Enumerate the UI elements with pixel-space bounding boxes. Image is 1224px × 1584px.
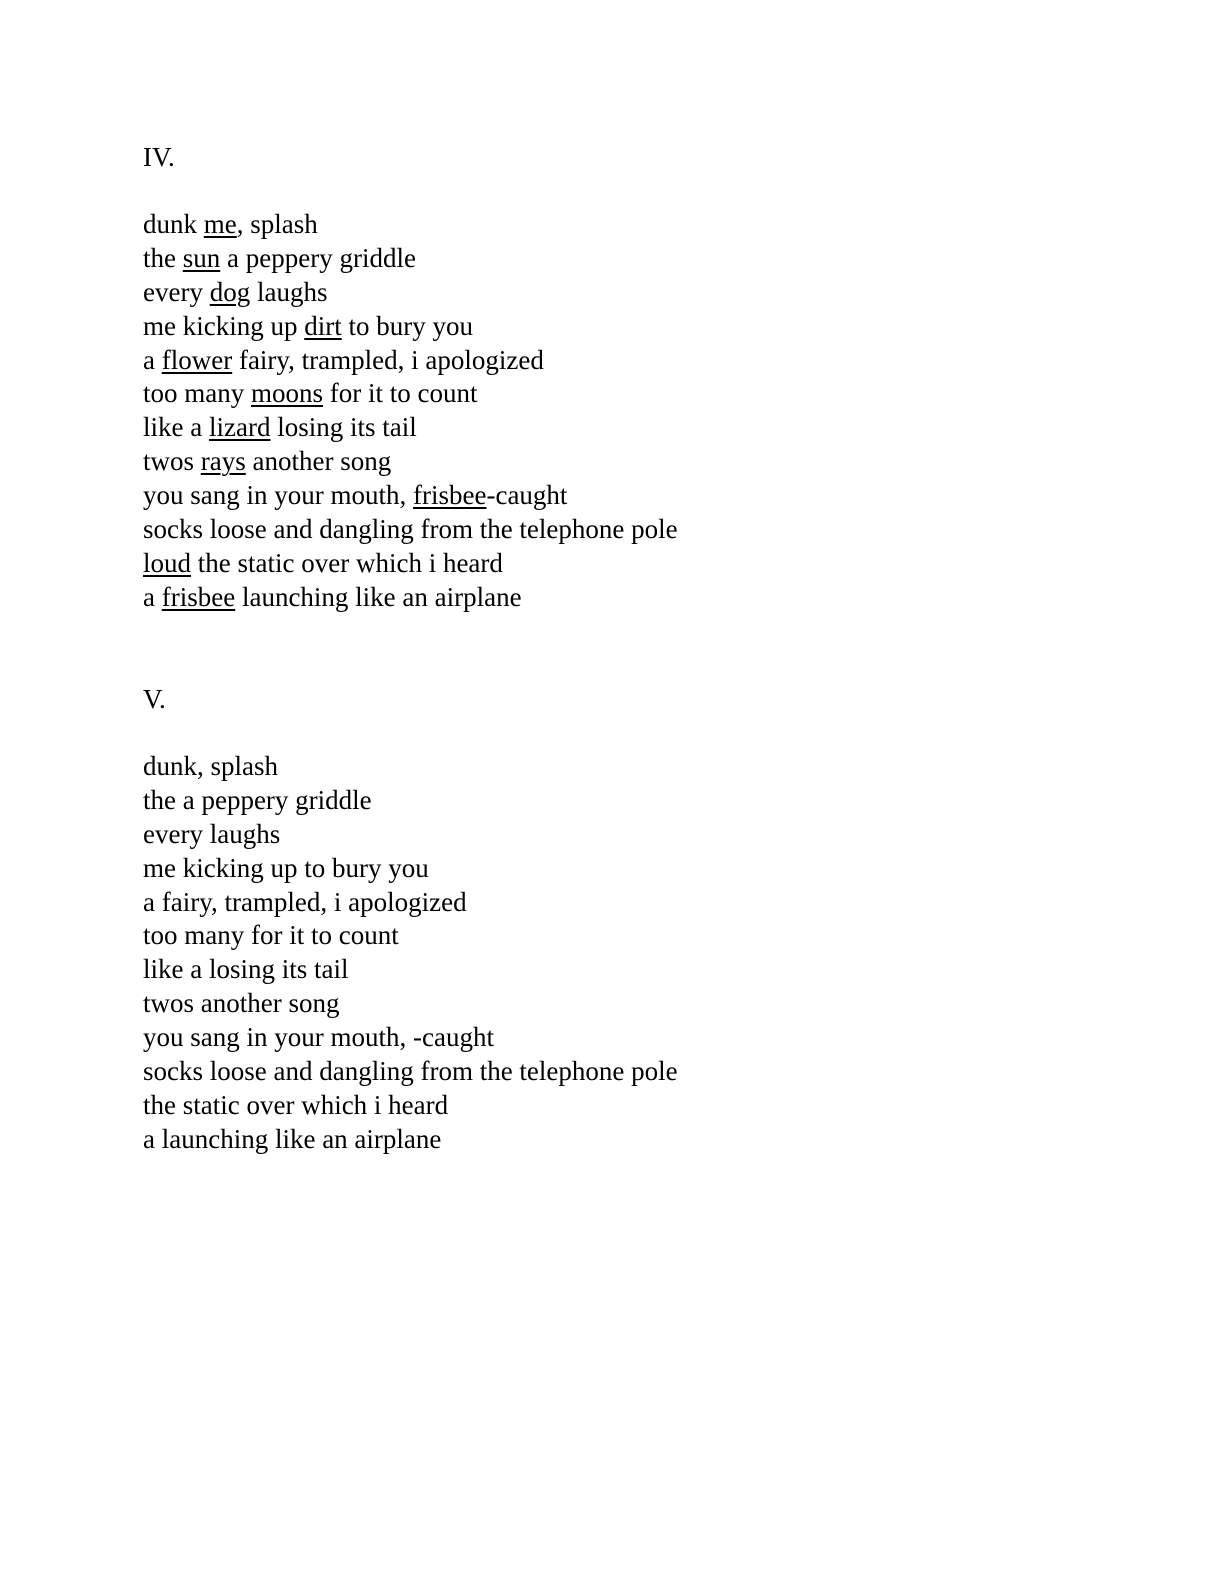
- poem-line: [143, 919, 678, 953]
- line-text: twos: [143, 446, 201, 477]
- line-text: me kicking up: [143, 310, 305, 341]
- line-text: a: [143, 581, 162, 612]
- line-text: the static over which i heard: [143, 1089, 449, 1120]
- poem-line: [143, 513, 1043, 547]
- underlined-word: dirt: [304, 310, 342, 341]
- underlined-word: frisbee: [413, 480, 487, 511]
- poem-line: [143, 208, 1043, 242]
- line-text: you sang in your mouth,: [143, 480, 413, 511]
- line-text: to bury you: [341, 310, 473, 341]
- poem-line: [143, 784, 678, 818]
- poem-line: [143, 445, 1043, 479]
- line-text: -caught: [486, 480, 568, 511]
- line-text: laughs: [250, 276, 328, 307]
- poem-line: [143, 1089, 678, 1123]
- line-text: too many: [143, 378, 251, 409]
- line-text: for it to count: [323, 378, 478, 409]
- line-text: like a: [143, 412, 209, 443]
- poem-line: [143, 1123, 678, 1157]
- underlined-word: moons: [251, 378, 324, 409]
- line-text: the a peppery griddle: [143, 784, 372, 815]
- line-text: dunk, splash: [143, 751, 278, 781]
- poem-line: [143, 310, 1043, 344]
- poem-line: [143, 276, 1043, 310]
- underlined-word: frisbee: [161, 581, 236, 612]
- underlined-word: rays: [200, 446, 246, 477]
- poem-line: [143, 377, 1043, 411]
- poem-line: [143, 987, 678, 1021]
- line-text: twos another song: [143, 988, 340, 1019]
- poem-line: [143, 242, 1043, 276]
- underlined-word: dog: [209, 276, 251, 307]
- section-heading: V.: [143, 684, 166, 714]
- poem-line: [143, 852, 678, 886]
- section-heading: IV.: [143, 142, 175, 172]
- poem-line: [143, 581, 1043, 615]
- section-iv: [143, 140, 1043, 615]
- poem-line: [143, 818, 678, 852]
- line-text: every: [143, 276, 210, 307]
- poem-line: [143, 411, 1043, 445]
- stanza: [143, 208, 1043, 615]
- line-text: socks loose and dangling from the telephone pole: [143, 514, 678, 545]
- poem-line: [143, 886, 678, 920]
- line-text: the: [143, 242, 183, 273]
- underlined-word: flower: [161, 344, 233, 375]
- poem-line: [143, 953, 678, 987]
- poem-line: [143, 1055, 678, 1089]
- line-text: me kicking up to bury you: [143, 852, 429, 883]
- underlined-word: me: [203, 209, 237, 239]
- underlined-word: sun: [182, 242, 221, 273]
- line-text: another song: [245, 446, 392, 477]
- line-text: a fairy, trampled, i apologized: [143, 886, 467, 917]
- line-text: like a losing its tail: [143, 954, 349, 985]
- line-text: every laughs: [143, 818, 281, 849]
- poem-line: [143, 547, 1043, 581]
- poem-line: [143, 344, 1043, 378]
- line-text: a peppery griddle: [220, 242, 416, 273]
- line-text: a: [143, 344, 162, 375]
- line-text: dunk: [143, 209, 204, 239]
- poem-line: [143, 1021, 678, 1055]
- line-text: launching like an airplane: [235, 581, 522, 612]
- line-text: socks loose and dangling from the telephone pole: [143, 1056, 678, 1087]
- line-text: , splash: [236, 209, 318, 239]
- line-text: the static over which i heard: [191, 547, 503, 578]
- document-page: [143, 140, 1043, 1154]
- underlined-word: loud: [143, 547, 192, 578]
- underlined-word: lizard: [208, 412, 271, 443]
- line-text: losing its tail: [270, 412, 417, 443]
- line-text: too many for it to count: [143, 920, 399, 951]
- stanza: [143, 750, 678, 1157]
- poem-line: [143, 750, 678, 784]
- section-v: [143, 682, 678, 1157]
- line-text: you sang in your mouth, -caught: [143, 1022, 494, 1053]
- poem-line: [143, 479, 1043, 513]
- line-text: fairy, trampled, i apologized: [232, 344, 544, 375]
- line-text: a launching like an airplane: [143, 1123, 442, 1154]
